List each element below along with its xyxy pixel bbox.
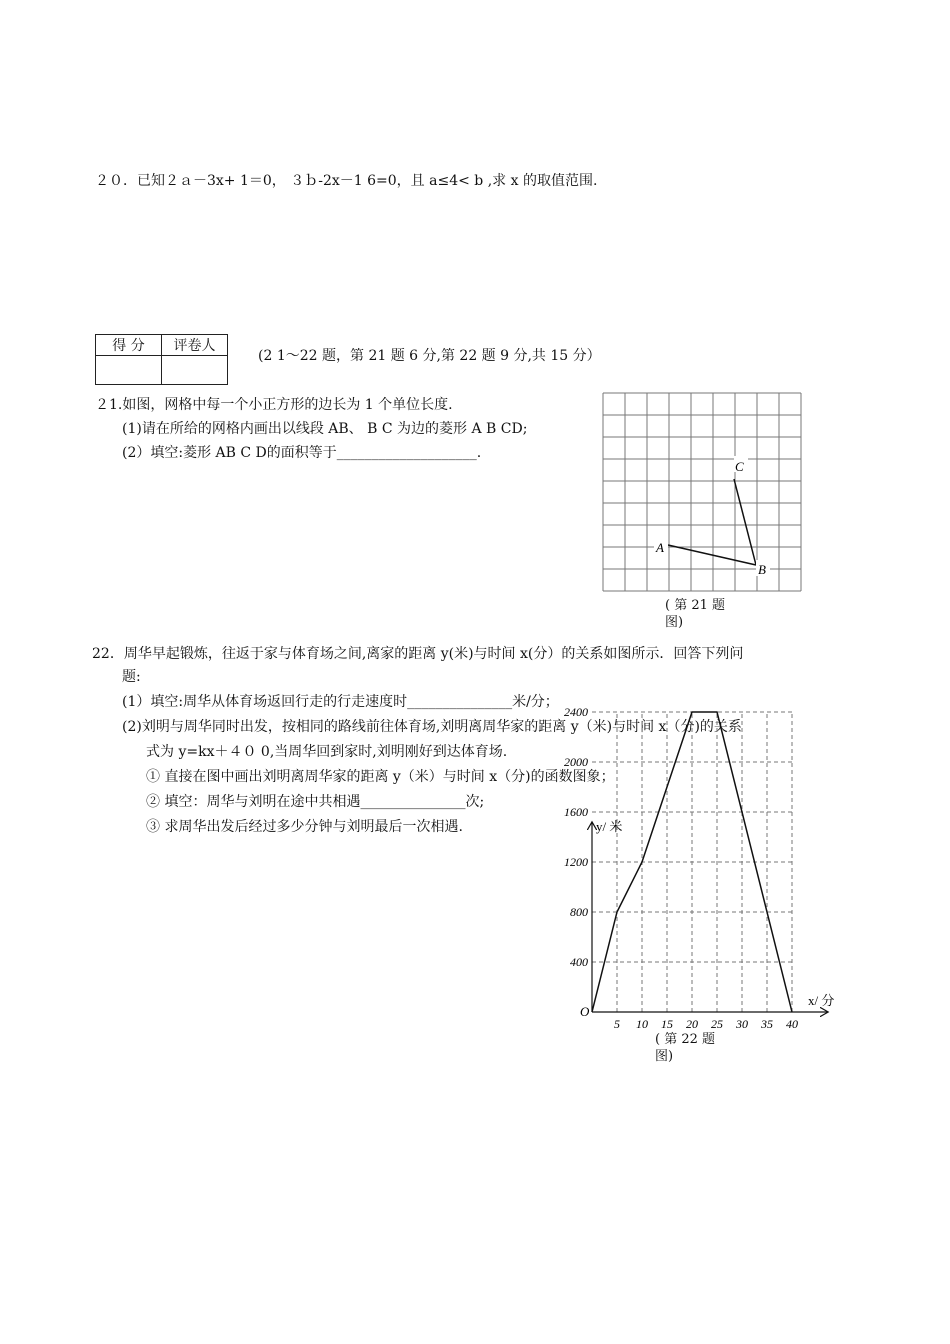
q21-caption-1: ( 第 21 题 — [665, 598, 726, 613]
q22-distance-time-chart — [555, 705, 845, 1031]
label-b: B — [758, 562, 766, 577]
q22-stem-1: 22．周华早起锻炼，往返于家与体育场之间,离家的距离 y(米)与时间 x(分）的关系如图所示．回答下列问 — [92, 646, 744, 662]
q22-part1: (1）填空:周华从体育场返回行走的行走速度时_______________米/分； — [122, 694, 559, 710]
segment-ab — [668, 545, 756, 565]
x-tick-label: 35 — [761, 1017, 773, 1031]
q22-sub1: ① 直接在图中画出刘明离周华家的距离 y（米）与时间 x（分)的函数图象； — [146, 769, 615, 785]
segment-bc — [734, 479, 756, 565]
y-tick-label: 400 — [570, 955, 588, 969]
x-axis-label: x/ 分 — [808, 993, 835, 1008]
q22-stem-2: 题: — [122, 669, 141, 685]
section-note: (2 1～22 题，第 21 题 6 分,第 22 题 9 分,共 15 分） — [258, 348, 601, 364]
q22-part2-1: (2)刘明与周华同时出发，按相同的路线前往体育场,刘明离周华家的距离 y（米)与时间 x（分)的关系 — [122, 719, 742, 735]
y-tick-label: 1600 — [564, 805, 588, 819]
q22-part2-2: 式为 y=kx＋４０ 0,当周华回到家时,刘明刚好到达体育场. — [146, 744, 508, 760]
q20-text: ２０．已知２ａ－3x+ 1＝0， ３ｂ-2x－1 6=0，且 a≤4< b ,求 x 的取值范围. — [95, 173, 598, 189]
score-header: 得 分 — [96, 335, 162, 356]
grader-cell — [162, 356, 228, 385]
label-a: A — [656, 540, 664, 555]
q22-caption-2: 图) — [655, 1049, 674, 1064]
x-tick-label: 15 — [661, 1017, 673, 1031]
q21-part1: (1)请在所给的网格内画出以线段 AB、 B C 为边的菱形 A B CD; — [122, 421, 528, 437]
y-tick-label: 1200 — [564, 855, 588, 869]
label-c: C — [735, 459, 744, 474]
origin-label: O — [580, 1004, 590, 1019]
score-table — [95, 334, 228, 385]
y-tick-label: 2000 — [564, 755, 588, 769]
q21-part2: (2）填空:菱形 AB C D的面积等于____________________. — [122, 445, 482, 461]
q22-sub2: ② 填空：周华与刘明在途中共相遇_______________次; — [146, 794, 485, 810]
x-tick-label: 10 — [636, 1017, 648, 1031]
x-tick-label: 5 — [614, 1017, 620, 1031]
score-cell — [96, 356, 162, 385]
x-tick-label: 40 — [786, 1017, 798, 1031]
y-axis-label: y/ 米 — [596, 819, 623, 834]
y-tick-label: 2400 — [564, 705, 588, 719]
grader-header: 评卷人 — [162, 335, 228, 356]
x-tick-label: 20 — [686, 1017, 698, 1031]
q21-caption-2: 图) — [665, 615, 684, 630]
q21-stem: ２1.如图，网格中每一个小正方形的边长为 1 个单位长度. — [95, 397, 453, 413]
q22-sub3: ③ 求周华出发后经过多少分钟与刘明最后一次相遇. — [146, 819, 463, 835]
x-tick-label: 25 — [711, 1017, 723, 1031]
x-tick-label: 30 — [736, 1017, 748, 1031]
q21-grid-figure — [598, 388, 808, 593]
y-tick-label: 800 — [570, 905, 588, 919]
q22-caption-1: ( 第 22 题 — [655, 1032, 716, 1047]
